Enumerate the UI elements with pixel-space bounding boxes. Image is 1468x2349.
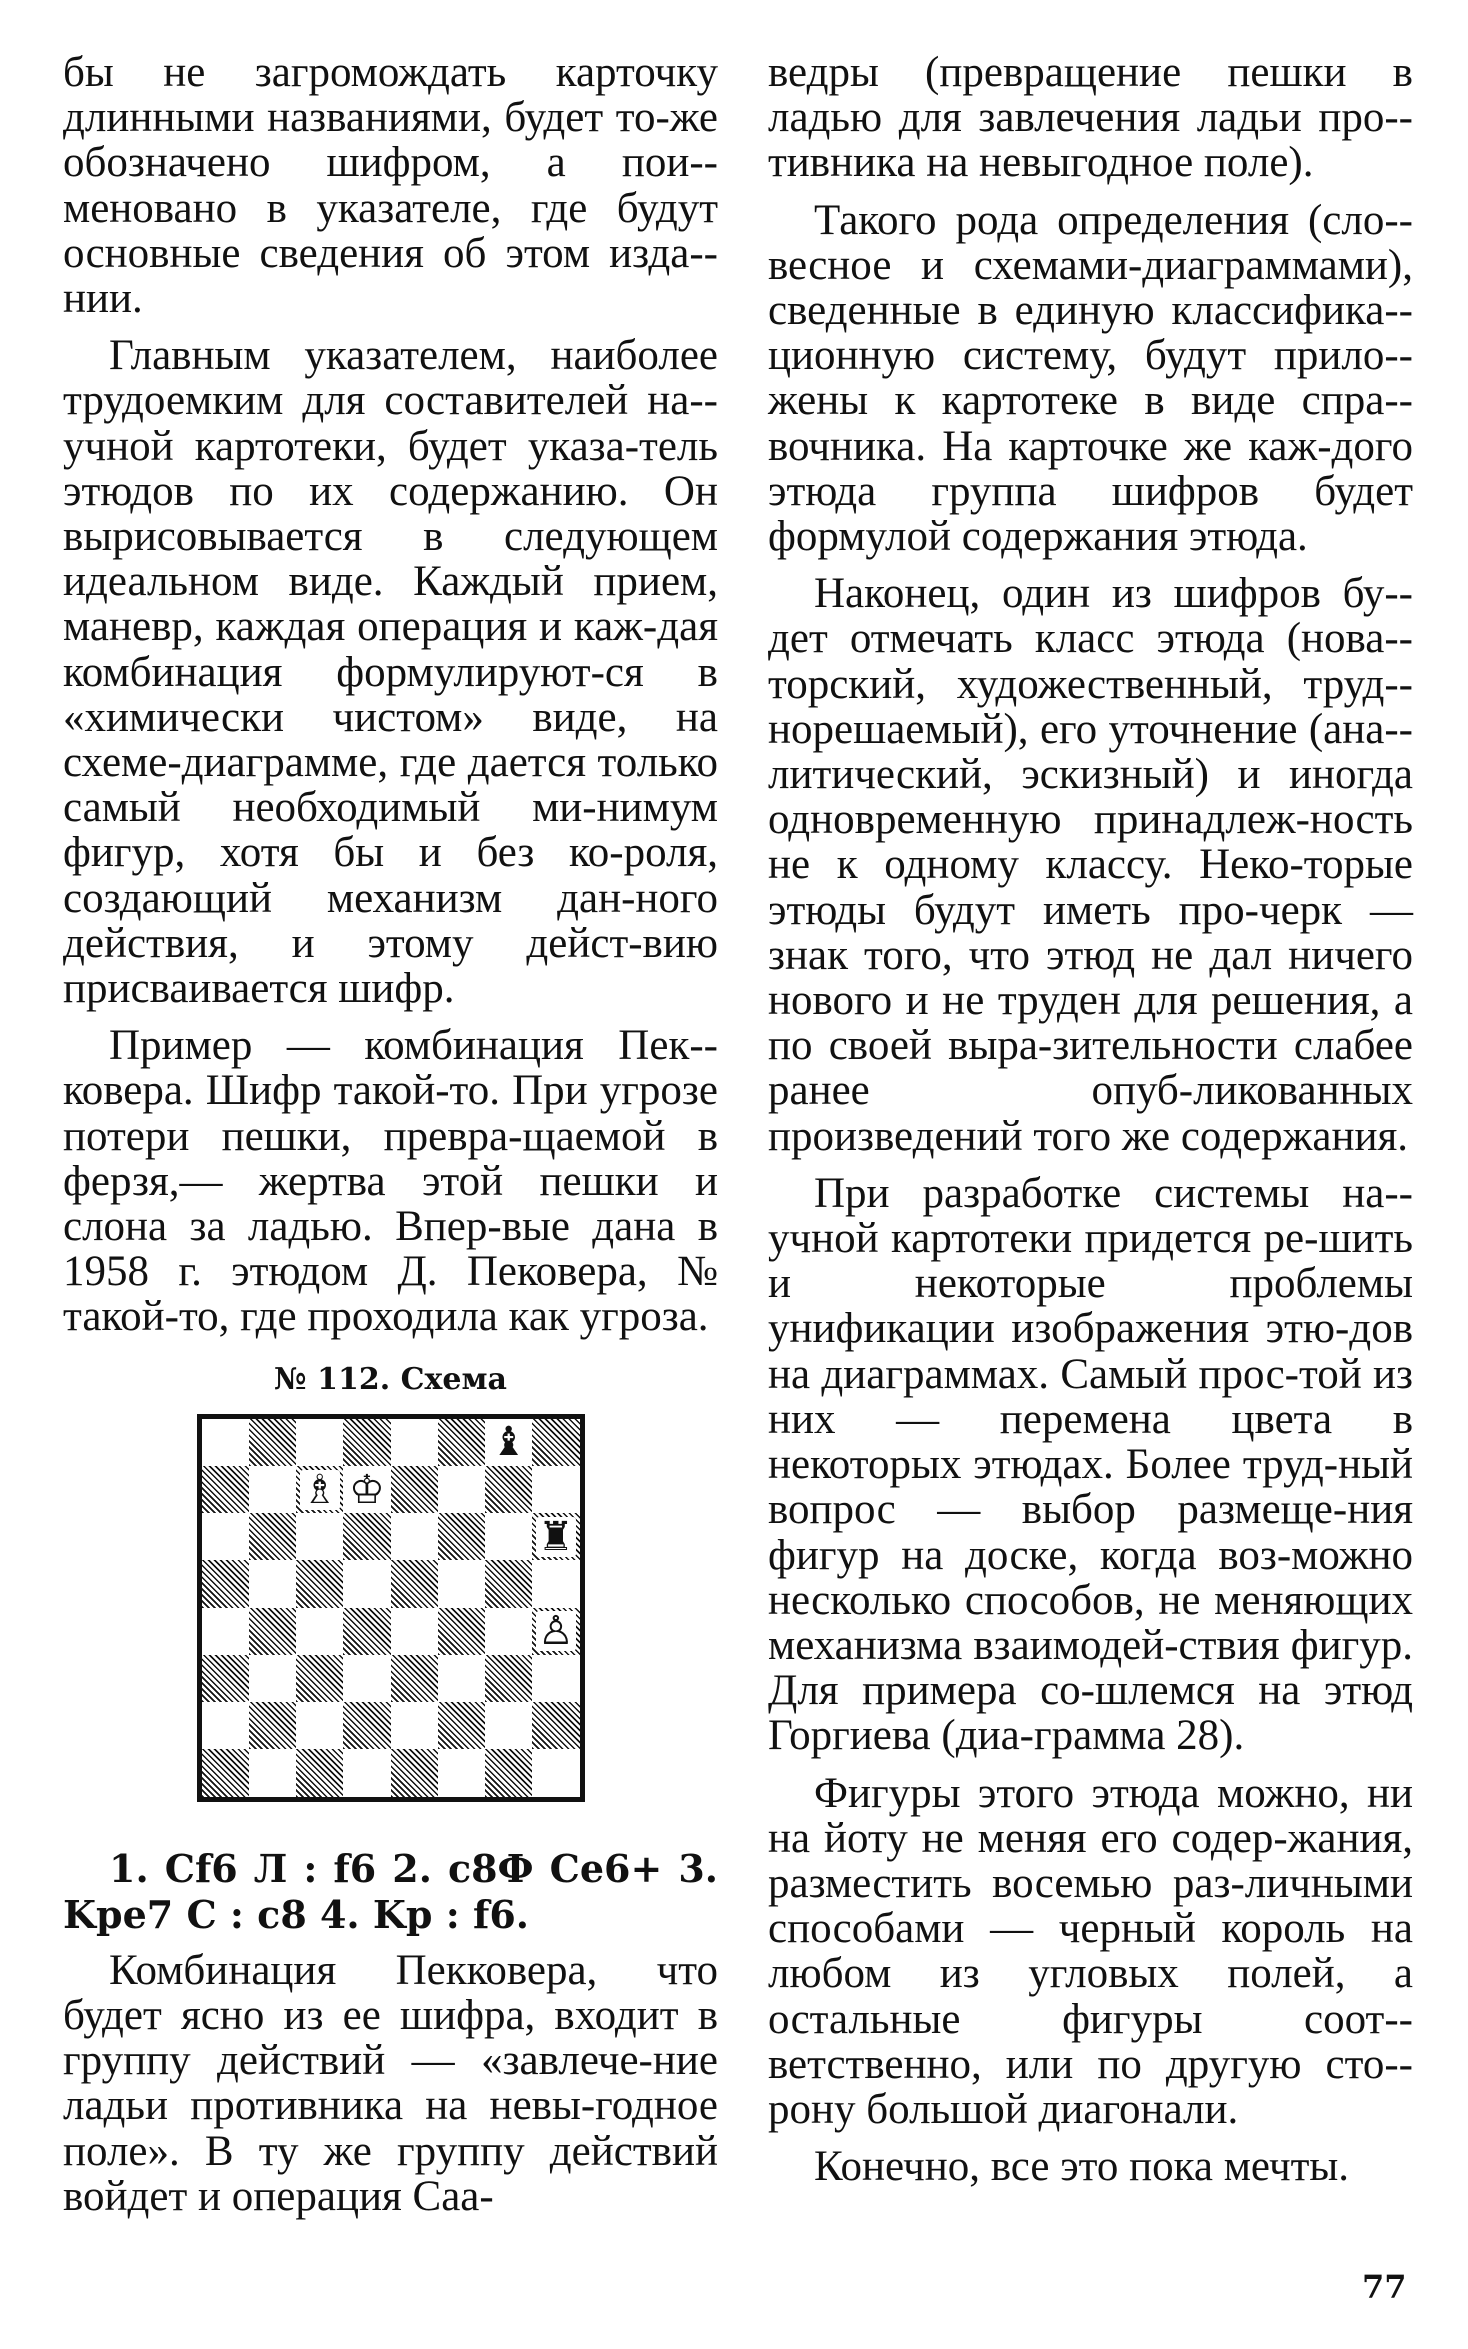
board-square <box>202 1513 249 1560</box>
board-square <box>343 1560 390 1607</box>
board-square <box>438 1513 485 1560</box>
board-square <box>296 1419 343 1466</box>
board-square <box>485 1749 532 1796</box>
paragraph: Пример — комбинация Пек-ковера. Шифр такой-то. При угрозе потери пешки, превра-щаемой в ферзя,— жертва этой пешки и слона за ладью. Впер-вые дана в 1958 г. этюдом Д. Пековера, № такой-то, где проходила как угроза. <box>63 1022 718 1341</box>
white-pawn-piece: ♙ <box>537 1608 574 1655</box>
board-square <box>438 1749 485 1796</box>
board-square <box>391 1702 438 1749</box>
white-bishop-piece: ♗ <box>301 1466 338 1513</box>
board-square <box>202 1702 249 1749</box>
board-square <box>343 1749 390 1796</box>
board-square <box>296 1702 343 1749</box>
board-square <box>438 1702 485 1749</box>
right-column <box>768 50 1413 2201</box>
board-square <box>485 1655 532 1702</box>
board-square <box>343 1608 390 1655</box>
paragraph: Наконец, один из шифров бу-дет отмечать класс этюда (нова-торский, художественный, труд-норешаемый), его уточнение (ана-литический, эскизный) и иногда одновременную принадлеж-ность не к одному классу. Неко-торые этюды будут иметь про-черк — знак того, что этюд не дал ничего нового и не труден для решения, а по своей выра-зительности слабее ранее опуб-ликованных произведений того же содержания. <box>768 570 1413 1160</box>
board-square <box>296 1560 343 1607</box>
board-square <box>391 1560 438 1607</box>
board-square <box>485 1419 532 1466</box>
paragraph: Главным указателем, наиболее трудоемким для составителей на-учной картотеки, будет указа-тель этюдов по их содержанию. Он вырисовывается в следующем идеальном виде. Каждый прием, маневр, каждая операция и каж-дая комбинация формулируют-ся в «химически чистом» виде, на схеме-диаграмме, где дается только самый необходимый ми-нимум фигур, хотя бы и без ко-роля, создающий механизм дан-ного действия, и этому дейст-вию присваивается шифр. <box>63 332 718 1013</box>
board-square <box>485 1466 532 1513</box>
board-square <box>296 1655 343 1702</box>
board-square <box>202 1560 249 1607</box>
board-square <box>391 1466 438 1513</box>
board-square <box>532 1608 579 1655</box>
paragraph: Конечно, все это пока мечты. <box>814 2143 1350 2191</box>
board-square <box>202 1655 249 1702</box>
diagram-title: № 112. Схема <box>274 1361 507 1397</box>
left-column <box>63 50 718 2231</box>
board-square <box>391 1419 438 1466</box>
paragraph: Такого рода определения (сло-весное и схемами-диаграммами), сведенные в единую классифика-ционную систему, будут прило-жены к картотеке в виде спра-вочника. На карточке же каж-дого этюда группа шифров будет формулой содержания этюда. <box>768 196 1413 561</box>
board-square <box>391 1513 438 1560</box>
board-square <box>391 1749 438 1796</box>
board-square <box>438 1608 485 1655</box>
board-square <box>202 1608 249 1655</box>
board-square <box>438 1560 485 1607</box>
board-square <box>343 1419 390 1466</box>
board-square <box>485 1608 532 1655</box>
board-square <box>532 1749 579 1796</box>
paragraph: Фигуры этого этюда можно, ни на йоту не меняя его содер-жания, разместить восемью раз-личными способами — черный король на любом из угловых полей, а остальные фигуры соот-ветственно, или по другую сто-рону большой диагонали. <box>768 1769 1413 2133</box>
chess-board <box>197 1414 585 1802</box>
black-rook-piece: ♜ <box>537 1513 574 1560</box>
chess-diagram <box>63 1360 718 1802</box>
black-bishop-piece: ♝ <box>490 1419 527 1466</box>
board-square <box>296 1466 343 1513</box>
board-square <box>532 1560 579 1607</box>
paragraph: При разработке системы на-учной картотеки придется ре-шить и некоторые проблемы унификации изображения этю-дов на диаграммах. Самый прос-той из них — перемена цвета в некоторых этюдах. Более труд-ный вопрос — выбор размеще-ния фигур на доске, когда воз-можно несколько способов, не меняющих механизма взаимодей-ствия фигур. Для примера со-шлемся на этюд Горгиева (диа-грамма 28). <box>768 1169 1413 1760</box>
board-square <box>532 1419 579 1466</box>
board-square <box>485 1560 532 1607</box>
board-square <box>249 1749 296 1796</box>
board-square <box>296 1513 343 1560</box>
move-notation: 1. Cf6 Л : f6 2. c8Ф Ce6+ 3. Kpe7 C : c8 4. Kp : f6. <box>63 1845 718 1937</box>
board-square <box>343 1513 390 1560</box>
board-square <box>249 1419 296 1466</box>
page-number: 77 <box>1362 2268 1407 2306</box>
board-square <box>296 1608 343 1655</box>
board-square <box>391 1608 438 1655</box>
paragraph: бы не загромождать карточку длинными названиями, будет то-же обозначено шифром, а пои-меновано в указателе, где будут основные сведения об этом изда-нии. <box>63 49 718 323</box>
board-square <box>485 1702 532 1749</box>
board-square <box>249 1513 296 1560</box>
board-square <box>438 1466 485 1513</box>
board-square <box>249 1560 296 1607</box>
board-square <box>249 1466 296 1513</box>
board-square <box>249 1702 296 1749</box>
paragraph: ведры (превращение пешки в ладью для завлечения ладьи про-тивника на невыгодное поле). <box>768 49 1413 187</box>
board-square <box>343 1655 390 1702</box>
board-square <box>202 1466 249 1513</box>
board-square <box>532 1466 579 1513</box>
board-square <box>249 1655 296 1702</box>
board-square <box>202 1749 249 1796</box>
board-square <box>296 1749 343 1796</box>
board-square <box>343 1466 390 1513</box>
board-square <box>202 1419 249 1466</box>
board-square <box>532 1702 579 1749</box>
white-king-piece: ♔ <box>348 1466 385 1513</box>
board-square <box>438 1419 485 1466</box>
board-square <box>343 1702 390 1749</box>
board-square <box>249 1608 296 1655</box>
board-square <box>438 1655 485 1702</box>
board-square <box>532 1655 579 1702</box>
board-square <box>532 1513 579 1560</box>
board-square <box>485 1513 532 1560</box>
board-square <box>391 1655 438 1702</box>
paragraph: Комбинация Пекковера, что будет ясно из ее шифра, входит в группу действий — «завлече-ние ладьи противника на невы-годное поле». В ту же группу действий войдет и операция Саа- <box>63 1946 718 2220</box>
